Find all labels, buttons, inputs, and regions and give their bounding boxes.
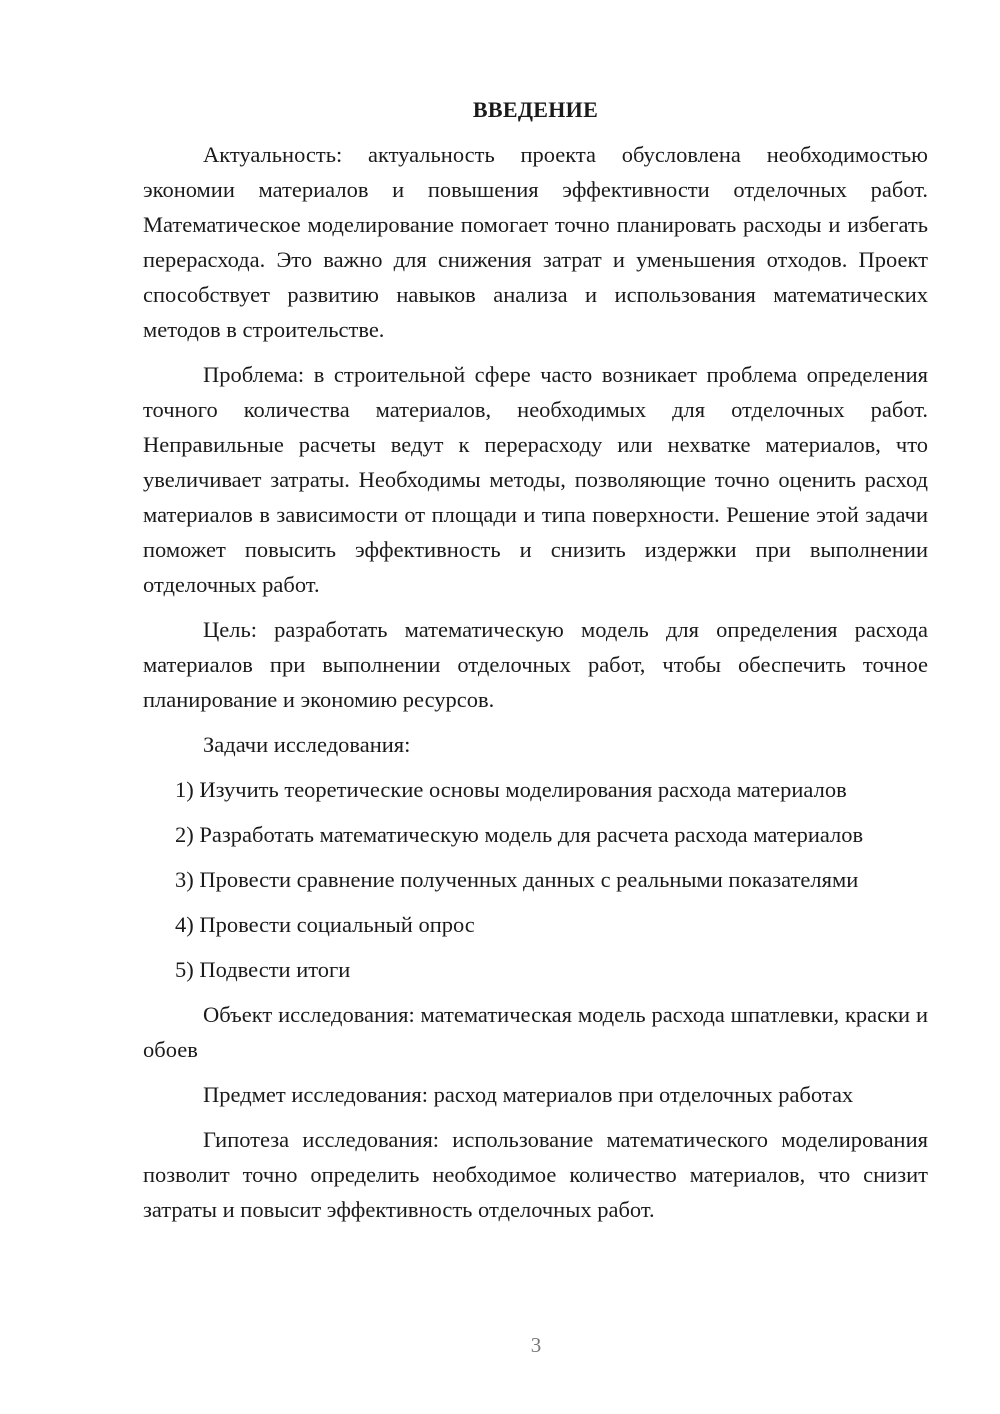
list-item: 4) Провести социальный опрос <box>175 912 475 937</box>
tasks-heading: Задачи исследования: <box>203 732 411 757</box>
page-number: 3 <box>530 1333 542 1357</box>
subject-paragraph: Предмет исследования: расход материалов при отделочных работах <box>203 1082 854 1107</box>
object-paragraph: Объект исследования: математическая модель расхода шпатлевки, краски и обоев <box>143 1002 928 1062</box>
list-item: 5) Подвести итоги <box>175 957 351 982</box>
document-page <box>143 92 928 1237</box>
list-item: 2) Разработать математическую модель для расчета расхода материалов <box>175 822 864 847</box>
list-item: 1) Изучить теоретические основы моделирования расхода материалов <box>175 777 847 802</box>
list-item: 3) Провести сравнение полученных данных с реальными показателями <box>175 867 859 892</box>
page-title: ВВЕДЕНИЕ <box>472 97 599 122</box>
hypothesis-paragraph: Гипотеза исследования: использование математического моделирования позволит точно определить необходимое количество материалов, что снизит затраты и повысит эффективность отделочных работ. <box>143 1127 928 1222</box>
problem-paragraph: Проблема: в строительной сфере часто возникает проблема определения точного количества материалов, необходимых для отделочных работ. Неправильные расчеты ведут к перерасходу или нехватке материалов, что увеличивает затраты. Необходимы методы, позволяющие точно оценить расход материалов в зависимости от площади и типа поверхности. Решение этой задачи поможет повысить эффективность и снизить издержки при выполнении отделочных работ. <box>143 362 928 597</box>
relevance-paragraph: Актуальность: актуальность проекта обусловлена необходимостью экономии материалов и повышения эффективности отделочных работ. Математическое моделирование помогает точно планировать расходы и избегать перерасхода. Это важно для снижения затрат и уменьшения отходов. Проект способствует развитию навыков анализа и использования математических методов в строительстве. <box>143 142 928 342</box>
tasks-list <box>143 772 928 987</box>
goal-paragraph: Цель: разработать математическую модель для определения расхода материалов при выполнении отделочных работ, чтобы обеспечить точное планирование и экономию ресурсов. <box>143 617 928 712</box>
